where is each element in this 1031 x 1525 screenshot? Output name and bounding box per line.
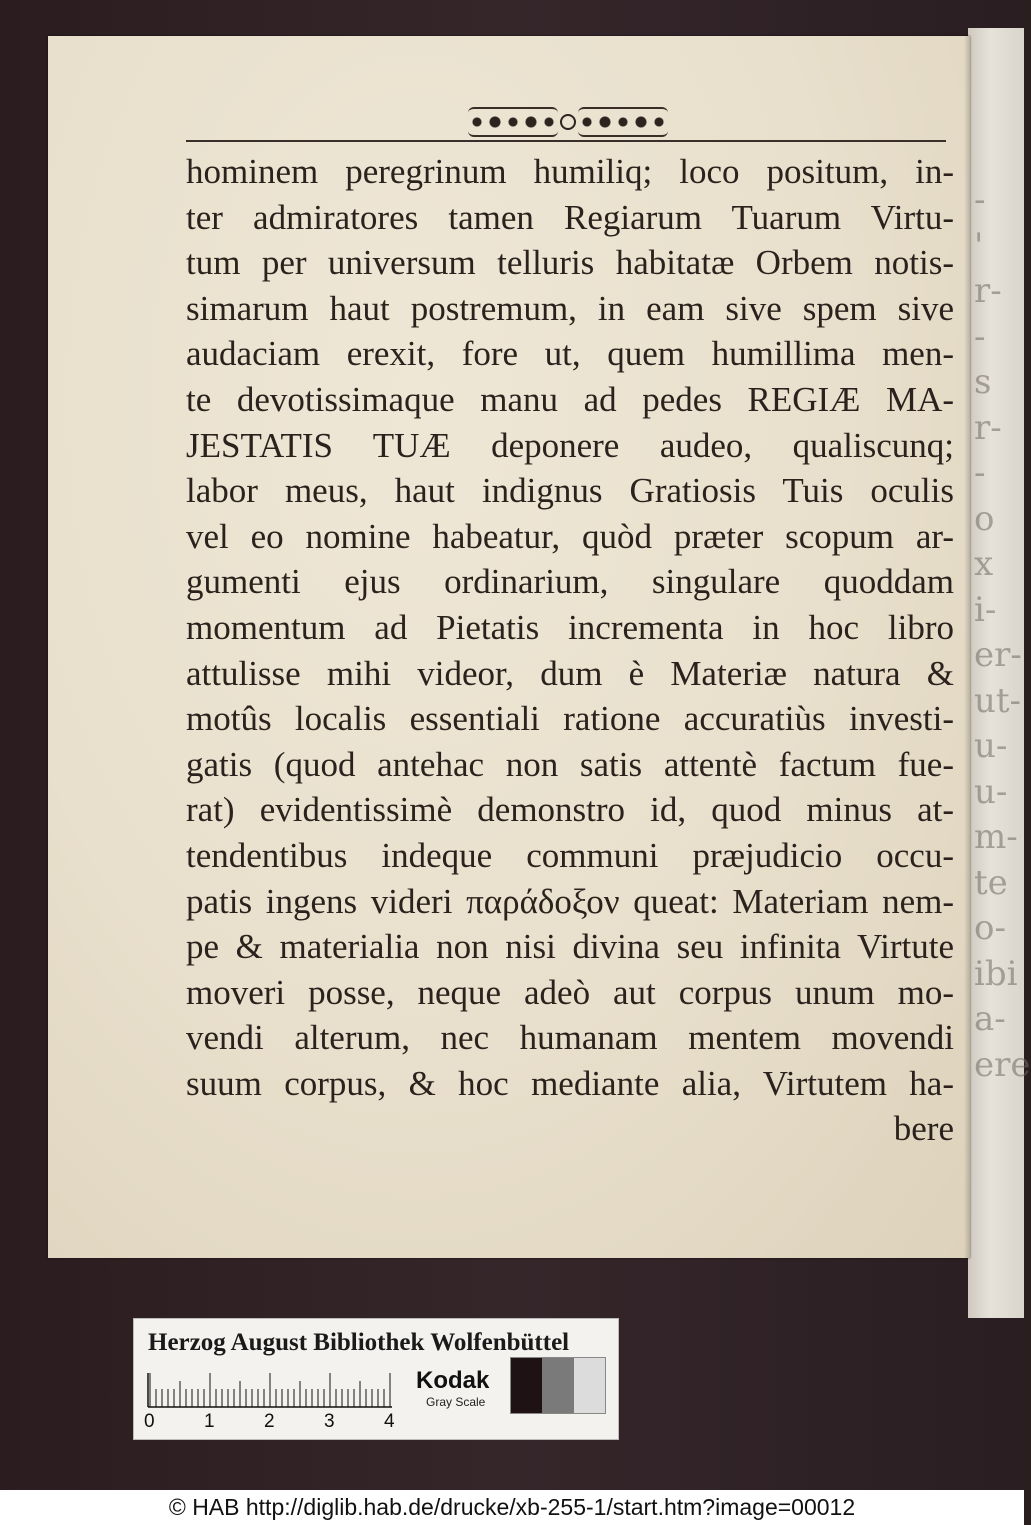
text-line: vendi alterum, nec humanam mentem movendi xyxy=(186,1018,954,1058)
next-page-fragment: te xyxy=(974,862,1008,903)
text-line: hominem peregrinum humiliq; loco positum, in- xyxy=(186,152,954,191)
flourish-ornament xyxy=(468,106,668,138)
copyright-credit: © HAB http://diglib.hab.de/drucke/xb-255-1/start.htm?image=00012 xyxy=(0,1490,1024,1525)
ruler-number: 4 xyxy=(384,1411,395,1432)
next-page-fragment: r- xyxy=(974,407,1002,448)
text-line: pe & materialia non nisi divina seu infinita Virtute xyxy=(186,927,954,967)
book-page xyxy=(48,36,970,1258)
next-page-fragment: u- xyxy=(974,771,1008,812)
text-line: suum corpus, & hoc mediante alia, Virtutem ha- xyxy=(186,1063,954,1103)
text-line: momentum ad Pietatis incrementa in hoc libro xyxy=(186,607,954,647)
next-page-fragment: - xyxy=(974,180,986,220)
text-line: labor meus, haut indignus Gratiosis Tuis oculis xyxy=(186,471,954,511)
next-page-fragment: ut- xyxy=(974,680,1022,721)
next-page-fragment: er- xyxy=(974,635,1022,675)
kodak-logo: Kodak xyxy=(416,1367,490,1394)
library-title: Herzog August Bibliothek Wolfenbüttel xyxy=(148,1329,570,1356)
text-line: gatis (quod antehac non satis attentè factum fue- xyxy=(186,744,954,784)
ruler-scale xyxy=(148,1371,400,1409)
ruler-number: 0 xyxy=(144,1411,155,1432)
next-page-fragment: ibi xyxy=(974,953,1018,994)
text-line: rat) evidentissimè demonstro id, quod minus at- xyxy=(186,790,954,830)
text-line: gumenti ejus ordinarium, singulare quoddam xyxy=(186,562,954,602)
text-line: tendentibus indeque communi præjudicio occu- xyxy=(186,835,954,875)
ruler-numbers xyxy=(142,1411,402,1433)
ruler-number: 3 xyxy=(324,1411,335,1432)
next-page-fragment: s xyxy=(974,362,992,402)
next-page-fragments xyxy=(974,178,1031,1088)
text-line: te devotissimaque manu ad pedes REGIÆ MA- xyxy=(186,379,954,419)
gray-swatches xyxy=(510,1357,606,1414)
gray-scale-label: Gray Scale xyxy=(426,1395,486,1409)
text-line: simarum haut postremum, in eam sive spem sive xyxy=(186,288,954,328)
next-page-fragment: o- xyxy=(974,908,1006,948)
body-text xyxy=(186,149,954,1152)
next-page-fragment: m- xyxy=(974,817,1018,857)
text-line: patis ingens videri παράδοξον queat: Materiam nem- xyxy=(186,881,954,921)
text-line: JESTATIS TUÆ deponere audeo, qualiscunq; xyxy=(186,425,954,465)
text-line: ter admiratores tamen Regiarum Tuarum Virtu- xyxy=(186,197,954,237)
catchword: bere xyxy=(893,1109,954,1149)
text-line: vel eo nomine habeatur, quòd præter scopum ar- xyxy=(186,516,954,556)
ring-ornament-icon xyxy=(560,114,576,130)
text-line: tum per universum telluris habitatæ Orbem notis- xyxy=(186,243,954,283)
next-page-fragment: u- xyxy=(974,726,1008,766)
next-page-fragment: x xyxy=(974,544,994,584)
calibration-card xyxy=(133,1318,619,1440)
ruler-number: 2 xyxy=(264,1411,275,1432)
text-line: attulisse mihi videor, dum è Materiæ natura & xyxy=(186,653,954,693)
gray-swatch xyxy=(542,1358,573,1413)
header-rule xyxy=(186,140,946,142)
gray-swatch xyxy=(511,1358,542,1413)
next-page-fragment: - xyxy=(974,453,986,493)
gray-swatch xyxy=(574,1358,605,1413)
text-line: audaciam erexit, fore ut, quem humillima men- xyxy=(186,334,954,374)
text-line: moveri posse, neque adeò aut corpus unum mo- xyxy=(186,972,954,1012)
flourish-left-icon xyxy=(468,107,558,137)
next-page-fragment: ' xyxy=(974,225,984,266)
next-page-edge xyxy=(968,28,1031,1318)
flourish-right-icon xyxy=(578,107,668,137)
ruler-number: 1 xyxy=(204,1411,215,1432)
next-page-fragment: - xyxy=(974,316,986,357)
text-line: motûs localis essentiali ratione accuratiùs investi- xyxy=(186,699,954,739)
next-page-fragment: o xyxy=(974,498,995,539)
next-page-fragment: a- xyxy=(974,999,1006,1039)
next-page-fragment: i- xyxy=(974,589,997,630)
next-page-fragment: r- xyxy=(974,271,1002,311)
next-page-fragment: ere xyxy=(974,1044,1031,1085)
